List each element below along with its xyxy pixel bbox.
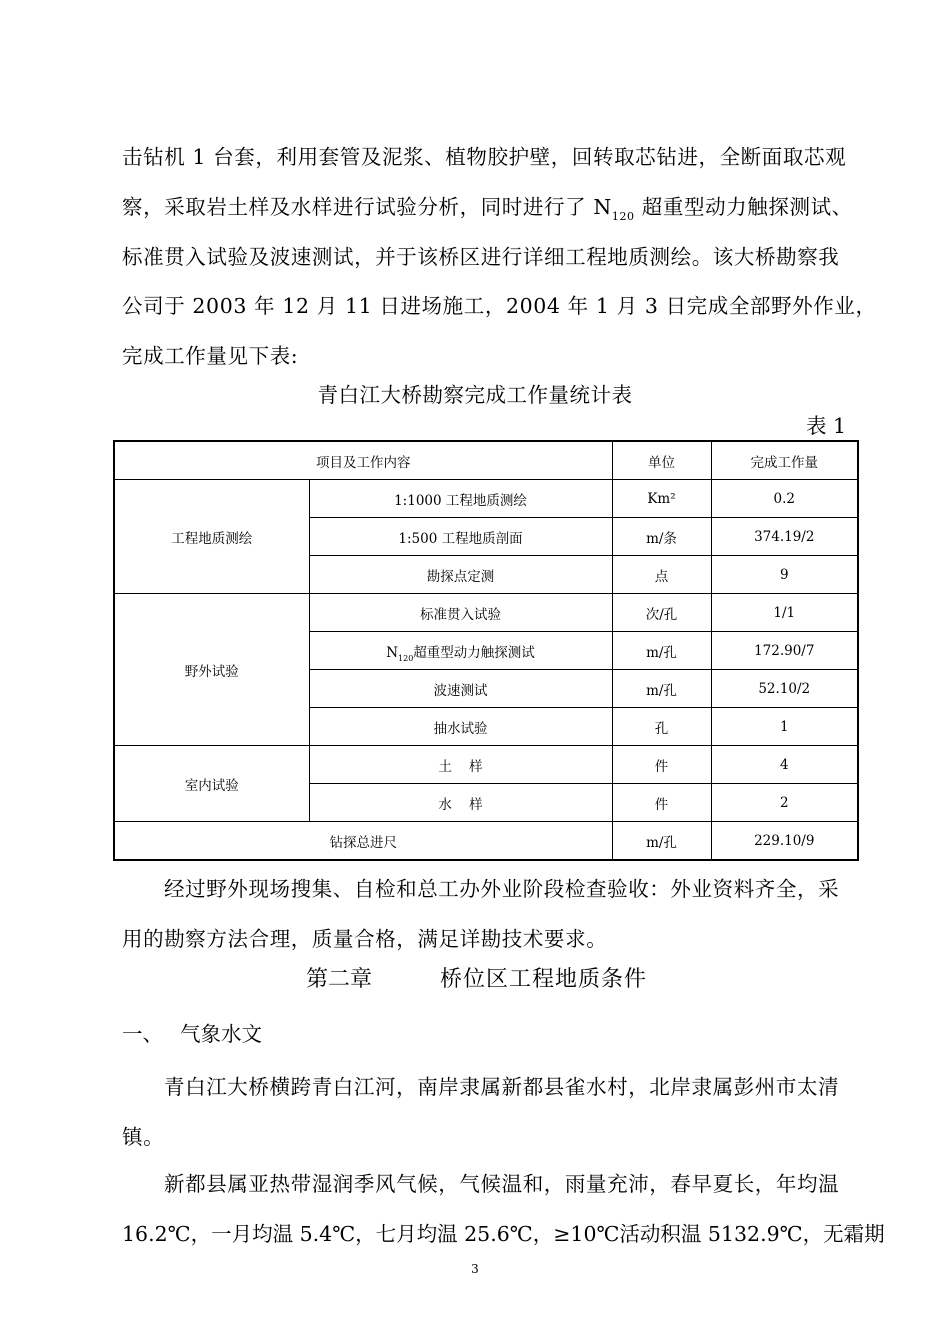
cell-value: 0.2: [711, 480, 858, 518]
cell-item: 标准贯入试验: [309, 594, 612, 632]
section-title: 气象水文: [180, 1022, 262, 1046]
cell-item: 波速测试: [309, 670, 612, 708]
cell-item-post: 超重型动力触探测试: [413, 644, 535, 661]
chapter-title: 桥位区工程地质条件: [440, 967, 648, 992]
intro-line-4: 公司于 2003 年 12 月 11 日进场施工，2004 年 1 月 3 日完成全部野外作业，: [122, 294, 877, 318]
cell-value: 374.19/2: [711, 518, 858, 556]
header-value: 完成工作量: [711, 441, 858, 480]
group-field: 野外试验: [114, 594, 309, 746]
body-p1-line-2: 镇。: [122, 1125, 165, 1149]
cell-value: 1/1: [711, 594, 858, 632]
intro-line-3: 标准贯入试验及波速测试，并于该桥区进行详细工程地质测绘。该大桥勘察我: [122, 245, 840, 269]
cell-item: 土 样: [309, 746, 612, 784]
cell-item: 水 样: [309, 784, 612, 822]
cell-value: 52.10/2: [711, 670, 858, 708]
group-lab: 室内试验: [114, 746, 309, 822]
body-p2-line-2: 16.2℃，一月均温 5.4℃，七月均温 25.6℃，≥10℃活动积温 5132.9℃，无霜期: [122, 1222, 885, 1246]
group-mapping: 工程地质测绘: [114, 480, 309, 594]
cell-unit: 件: [612, 784, 711, 822]
cell-value: 172.90/7: [711, 632, 858, 670]
table-number: 表 1: [805, 414, 846, 438]
cell-item: 抽水试验: [309, 708, 612, 746]
after-line-2: 用的勘察方法合理，质量合格，满足详勘技术要求。: [122, 927, 608, 951]
cell-unit: 次/孔: [612, 594, 711, 632]
cell-value: 2: [711, 784, 858, 822]
intro-line-1: 击钻机 1 台套，利用套管及泥浆、植物胶护壁，回转取芯钻进，全断面取芯观: [122, 145, 847, 169]
table-row: [114, 480, 858, 518]
table-total-row: [114, 822, 858, 861]
table-row: [114, 594, 858, 632]
header-item: 项目及工作内容: [114, 441, 612, 480]
section-number: 一、: [122, 1022, 163, 1046]
cell-item: 勘探点定测: [309, 556, 612, 594]
body-p1-line-1: 青白江大桥横跨青白江河，南岸隶属新都县雀水村，北岸隶属彭州市太清: [164, 1075, 840, 1099]
table-row: [114, 746, 858, 784]
cell-unit: m/孔: [612, 670, 711, 708]
table-title: 青白江大桥勘察完成工作量统计表: [317, 383, 633, 407]
cell-value: 1: [711, 708, 858, 746]
chapter-number: 第二章: [306, 967, 373, 992]
cell-value: 9: [711, 556, 858, 594]
cell-unit: Km²: [612, 480, 711, 518]
after-line-1: 经过野外现场搜集、自检和总工办外业阶段检查验收：外业资料齐全，采: [164, 877, 840, 901]
table-header-row: [114, 441, 858, 480]
section-heading: [122, 1017, 262, 1047]
cell-unit: 件: [612, 746, 711, 784]
page-number: 3: [471, 1262, 479, 1276]
intro-line-2-subscript: 120: [611, 210, 635, 223]
cell-unit: 点: [612, 556, 711, 594]
intro-line-2-pre: 察，采取岩土样及水样进行试验分析，同时进行了 N: [122, 195, 612, 219]
intro-line-2-post: 超重型动力触探测试、: [634, 195, 853, 219]
body-p2-line-1: 新都县属亚热带湿润季风气候，气候温和，雨量充沛，春早夏长，年均温: [164, 1172, 840, 1196]
cell-unit: m/孔: [612, 632, 711, 670]
cell-item: 1:1000 工程地质测绘: [309, 480, 612, 518]
cell-item: 1:500 工程地质剖面: [309, 518, 612, 556]
cell-item: [309, 632, 612, 670]
cell-unit: 孔: [612, 708, 711, 746]
total-item: 钻探总进尺: [114, 822, 612, 861]
cell-unit: m/条: [612, 518, 711, 556]
intro-line-5: 完成工作量见下表:: [122, 344, 299, 368]
cell-item-pre: N: [386, 644, 399, 661]
total-value: 229.10/9: [711, 822, 858, 861]
total-unit: m/孔: [612, 822, 711, 861]
workload-table: [113, 440, 859, 861]
cell-item-subscript: 120: [398, 653, 414, 663]
header-unit: 单位: [612, 441, 711, 480]
intro-line-2: [122, 190, 853, 223]
cell-value: 4: [711, 746, 858, 784]
